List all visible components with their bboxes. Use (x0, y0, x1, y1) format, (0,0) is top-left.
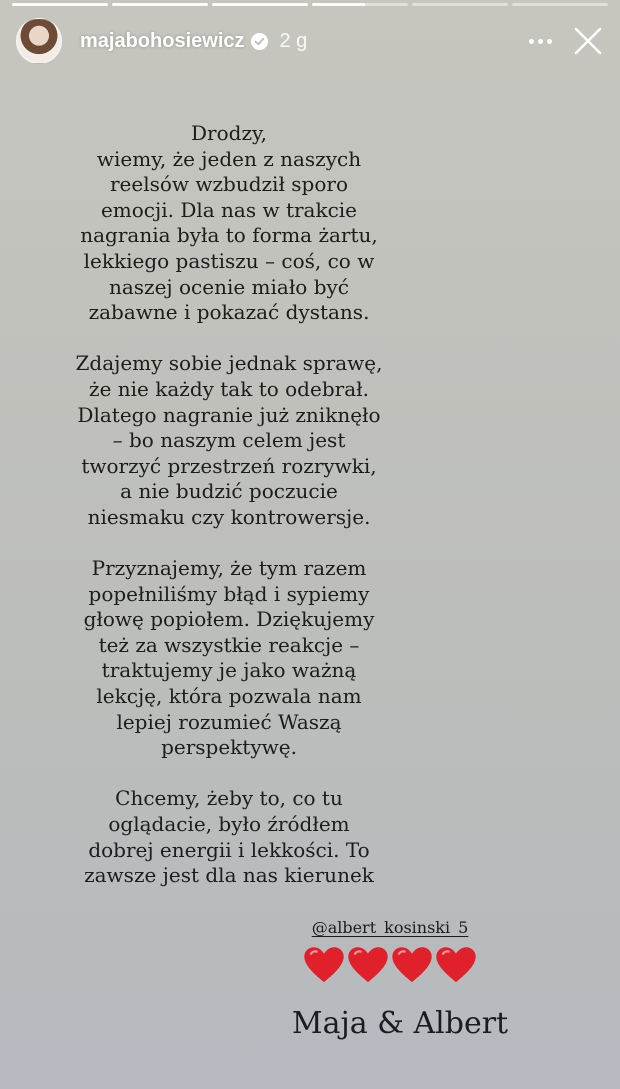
signature: Maja & Albert (291, 1006, 509, 1041)
hearts-row (300, 944, 480, 992)
heart-icon (347, 944, 389, 986)
verified-badge-icon (251, 33, 268, 50)
progress-segment (312, 3, 408, 6)
close-icon[interactable] (572, 25, 604, 57)
mention-sticker[interactable] (280, 917, 500, 939)
heart-icon (435, 944, 477, 986)
message-paragraph-1: Drodzy, wiemy, że jeden z naszych reelsów wzbudził sporo emocji. Dla nas w trakcie nagrania była to forma żartu, lekkiego pastiszu – coś, co w naszej ocenie miało być zabawne i pokazać dystans. (80, 121, 378, 325)
message-paragraph-4: Chcemy, żeby to, co tu oglądacie, było źródłem dobrej energii i lekkości. To zawsze jest dla nas kierunek (84, 786, 374, 888)
progress-segment (212, 3, 308, 6)
heart-icon (391, 944, 433, 986)
username[interactable]: majabohosiewicz (80, 29, 245, 52)
post-time: 2 g (279, 29, 308, 52)
message-paragraph-2: Zdajemy sobie jednak sprawę, że nie każdy tak to odebrał. Dlatego nagranie już zniknęło – bo naszym celem jest tworzyć przestrzeń rozrywki, a nie budzić poczucie niesmaku czy kontrowersje. (75, 351, 383, 529)
progress-segment (112, 3, 208, 6)
progress-segment (12, 3, 108, 6)
message-paragraph-3: Przyznajemy, że tym razem popełniliśmy błąd i sypiemy głowę popiołem. Dziękujemy też za wszystkie reakcje – traktujemy je jako ważną lekcję, która pozwala nam lepiej rozumieć Waszą perspektywę. (83, 556, 375, 760)
story-message (74, 121, 384, 889)
profile-avatar[interactable] (16, 18, 62, 64)
progress-segment (412, 3, 508, 6)
progress-segment (512, 3, 608, 6)
mention-text[interactable]: @albert_kosinski_5 (311, 918, 469, 937)
story-header (16, 18, 604, 64)
heart-icon (303, 944, 345, 986)
story-progress-bar (12, 3, 608, 6)
more-options-icon[interactable] (524, 25, 556, 57)
